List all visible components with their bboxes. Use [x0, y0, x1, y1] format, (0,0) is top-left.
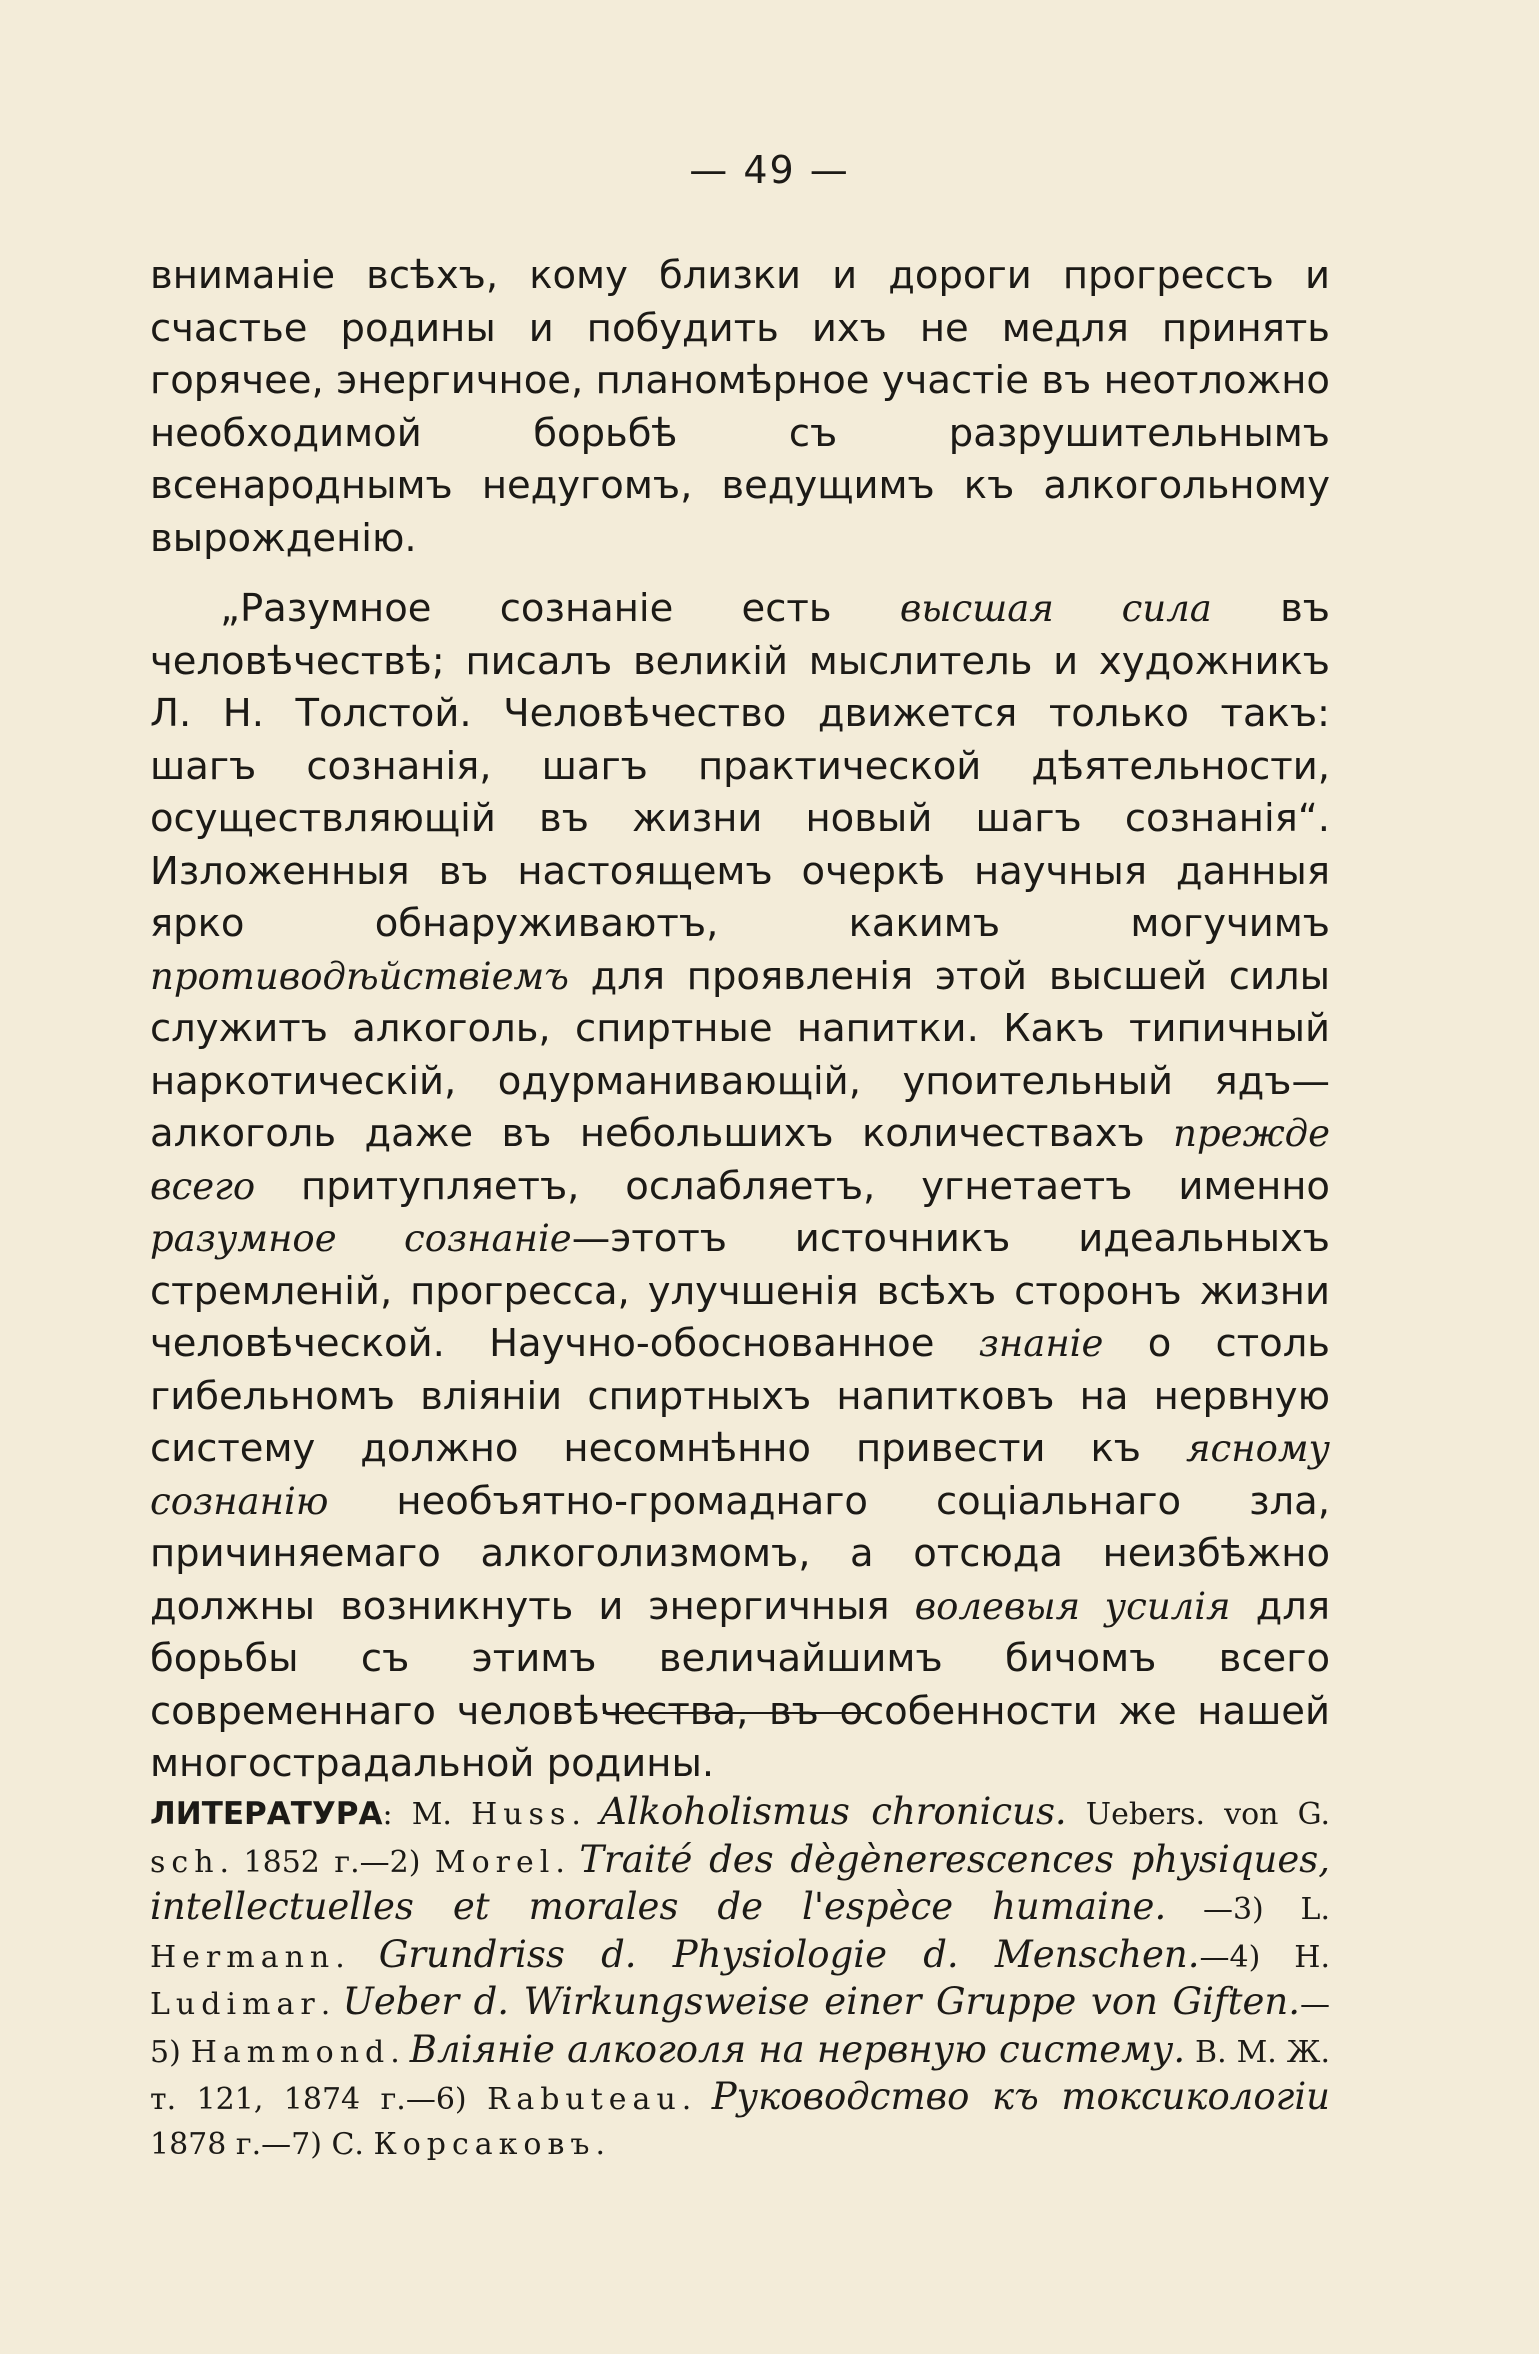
- lit-author: Hermann: [150, 1939, 336, 1975]
- literature-section: [150, 1790, 1330, 2167]
- lit-text: .: [320, 1987, 343, 2022]
- lit-text: .: [595, 2126, 606, 2162]
- paragraph-1: вниманіе всѣхъ, кому близки и дороги прогрессъ и счастье родины и побудить ихъ не медля принять горячее, энергичное, планомѣрное участіе въ неотложно необходимой борьбѣ съ разрушительнымъ всенароднымъ недугомъ, ведущимъ къ алкогольному вырожденію.: [150, 253, 1330, 561]
- lit-author: Корсаковъ: [373, 2126, 596, 2162]
- lit-text: —3) L.: [1166, 1892, 1330, 1927]
- literature-label: ЛИТЕРАТУРА: [150, 1796, 383, 1832]
- lit-author: Hammond: [190, 2034, 391, 2070]
- lit-author: Huss: [471, 1797, 572, 1832]
- lit-author: Rabuteau: [487, 2082, 682, 2117]
- page-number: — 49 —: [689, 148, 850, 192]
- lit-text: —4) H.: [1199, 1939, 1330, 1975]
- emphasis: знаніе: [978, 1322, 1104, 1365]
- lit-text: —5): [150, 1987, 1331, 2070]
- text-run: необъятно-громаднаго соціальнаго зла, причиняемаго алкоголизмомъ, а отсюда неизбѣжно должны возникнуть и энергичныя: [150, 1478, 1330, 1629]
- text-run: о столь гибельномъ вліяніи спиртныхъ напитковъ на нервную систему должно несомнѣнно привести къ: [150, 1321, 1330, 1471]
- text-run: —этотъ источникъ идеальныхъ стремленій, прогресса, улучшенія всѣхъ сторонъ жизни человѣческой. Научно-обоснованное: [150, 1216, 1330, 1366]
- lit-text: .: [555, 1844, 580, 1880]
- emphasis: ясному сознанію: [150, 1427, 1330, 1523]
- text-run: въ человѣчествѣ; писалъ великій мыслитель и художникъ Л. Н. Толстой. Человѣчество движется только такъ: шагъ сознанія, шагъ практической дѣятельности, осуществляющій въ жизни новый шагъ сознанія“. Изложенныя въ настоящемъ очеркѣ научныя данныя ярко обнаруживаютъ, какимъ могучимъ: [150, 586, 1330, 946]
- emphasis: высшая сила: [899, 587, 1212, 630]
- lit-title: Traité des dègènerescences physiques, intellectuelles et morales de l'espèce humaine.: [150, 1837, 1330, 1928]
- emphasis: противодѣйствіемъ: [150, 954, 569, 998]
- lit-author: Morel: [434, 1844, 556, 1880]
- emphasis: прежде всего: [150, 1112, 1330, 1208]
- lit-text: : М.: [382, 1797, 472, 1832]
- lit-text: .: [681, 2082, 712, 2117]
- text-run: „Разумное сознаніе есть: [220, 586, 900, 631]
- lit-title: Grundriss d. Physiologie d. Menschen.: [378, 1932, 1200, 1976]
- text-run: притупляетъ, ослабляетъ, угнетаетъ именно: [255, 1163, 1330, 1209]
- text-run: для проявленія этой высшей силы служитъ алкоголь, спиртные напитки. Какъ типичный наркотическій, одурманивающій, упоительный ядъ—алкоголь даже въ небольшихъ количествахъ: [150, 953, 1330, 1156]
- lit-text: . 1852 г.—2): [219, 1844, 435, 1880]
- lit-author: sch: [150, 1844, 220, 1880]
- lit-text: .: [390, 2034, 410, 2070]
- lit-title: Alkoholismus chronicus.: [599, 1790, 1067, 1833]
- lit-title: Вліяніе алкоголя на нервную систему.: [409, 2027, 1186, 2071]
- emphasis: волевыя усилія: [914, 1584, 1231, 1628]
- lit-text: .: [335, 1939, 379, 1975]
- lit-author: Ludimar: [150, 1987, 321, 2022]
- emphasis: разумное сознаніе: [150, 1217, 572, 1260]
- lit-text: 1878 г.—7) С.: [150, 2126, 374, 2162]
- lit-text: В. М. Ж. т. 121, 1874 г.—6): [150, 2034, 1331, 2117]
- text-run: для борьбы съ этимъ величайшимъ бичомъ всего современнаго человѣчества, въ особенности же нашей многострадальной родины.: [150, 1583, 1330, 1786]
- paragraph-2: [150, 583, 1330, 1791]
- lit-title: Ueber d. Wirkungsweise einer Gruppe von Giften.: [342, 1980, 1301, 2023]
- lit-text: Uebers. von G.: [1066, 1797, 1331, 1832]
- lit-text: .: [571, 1797, 600, 1832]
- main-text: [150, 250, 1330, 1791]
- lit-title: Руководство къ токсикологіи: [711, 2075, 1331, 2118]
- section-divider: [603, 1712, 867, 1714]
